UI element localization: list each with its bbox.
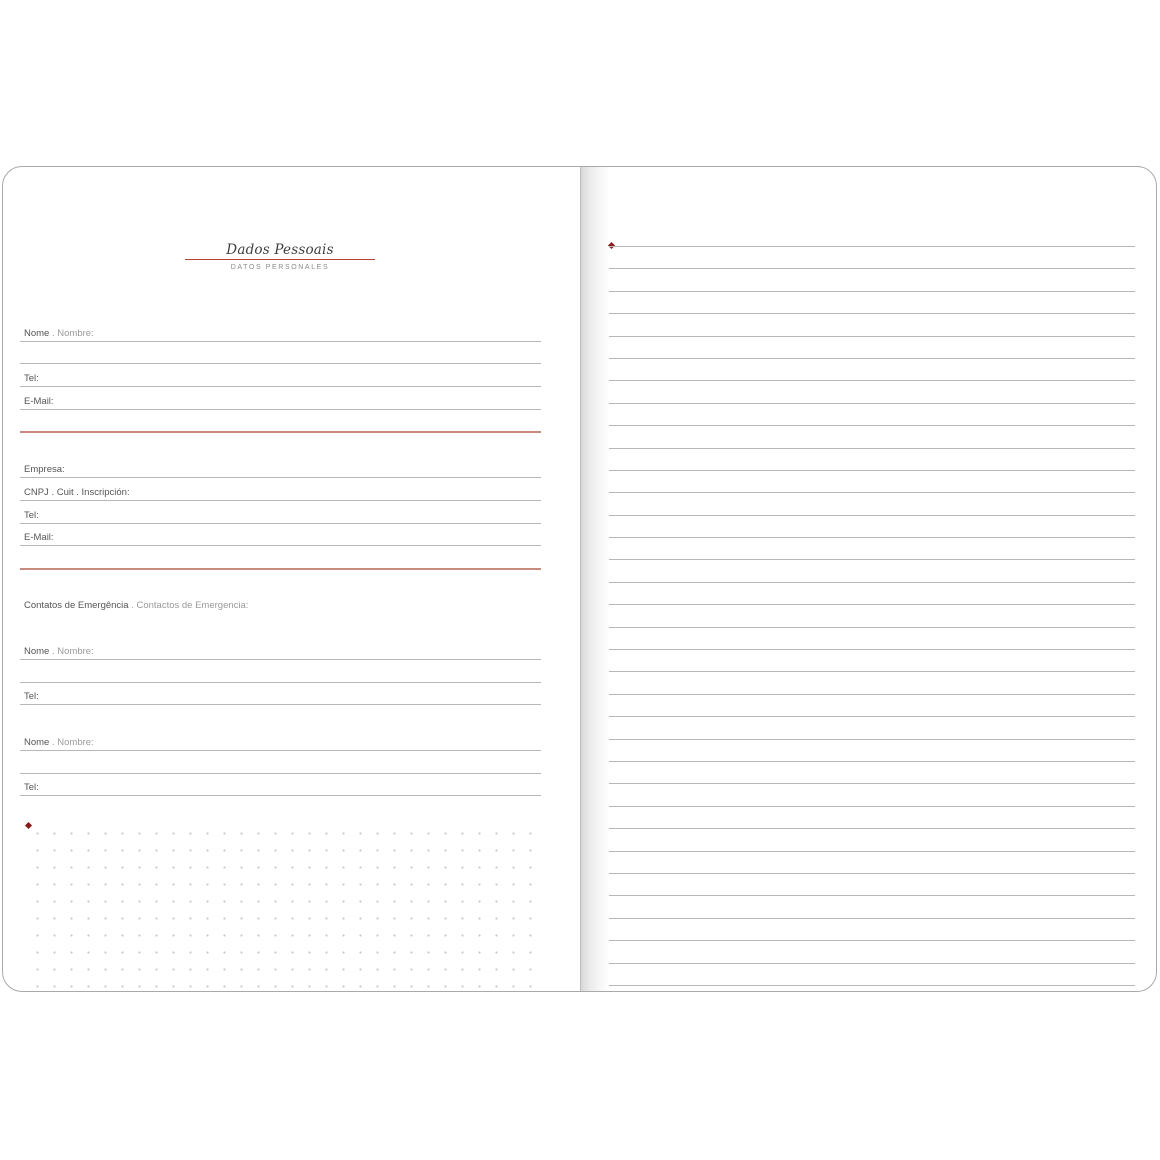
heading-title: Dados Pessoais xyxy=(226,242,334,258)
name-field[interactable] xyxy=(20,320,541,342)
name-label: Nome . Nombre: xyxy=(24,328,94,339)
ruled-line[interactable] xyxy=(609,806,1135,807)
emergency-name-label: Nome . Nombre: xyxy=(24,737,94,748)
section-divider xyxy=(20,431,541,433)
emergency-name-rule xyxy=(20,659,541,660)
ruled-lines[interactable] xyxy=(609,246,1135,992)
ruled-line[interactable] xyxy=(609,336,1135,337)
name-extra-rule[interactable] xyxy=(20,363,541,364)
company-tel-label: Tel: xyxy=(24,510,39,521)
ruled-line[interactable] xyxy=(609,828,1135,829)
ruled-line[interactable] xyxy=(609,985,1135,986)
ruled-line[interactable] xyxy=(609,895,1135,896)
ruled-line[interactable] xyxy=(609,380,1135,381)
ruled-line[interactable] xyxy=(609,246,1135,247)
company-email-rule xyxy=(20,545,541,546)
emergency-tel-field[interactable] xyxy=(20,774,541,796)
page-heading xyxy=(185,241,375,272)
company-label: Empresa: xyxy=(24,464,65,475)
ruled-line[interactable] xyxy=(609,739,1135,740)
emergency-title: Contatos de Emergência . Contactos de Emergencia: xyxy=(24,600,249,611)
emergency-name-rule xyxy=(20,750,541,751)
ruled-line[interactable] xyxy=(609,537,1135,538)
ruled-line[interactable] xyxy=(609,559,1135,560)
ruled-line[interactable] xyxy=(609,716,1135,717)
ruled-line[interactable] xyxy=(609,783,1135,784)
emergency-name-field[interactable] xyxy=(20,729,541,751)
tel-rule xyxy=(20,386,541,387)
emergency-tel-rule xyxy=(20,795,541,796)
ruled-line[interactable] xyxy=(609,268,1135,269)
emergency-tel-rule xyxy=(20,704,541,705)
ruled-line[interactable] xyxy=(609,291,1135,292)
heading-underline xyxy=(185,259,375,260)
ruled-line[interactable] xyxy=(609,918,1135,919)
emergency-name-field[interactable] xyxy=(20,638,541,660)
ruled-line[interactable] xyxy=(609,358,1135,359)
email-field[interactable] xyxy=(20,388,541,410)
emergency-tel-label: Tel: xyxy=(24,782,39,793)
ruled-line[interactable] xyxy=(609,851,1135,852)
company-email-label: E-Mail: xyxy=(24,532,54,543)
ruled-line[interactable] xyxy=(609,963,1135,964)
company-email-field[interactable] xyxy=(20,524,541,546)
ruled-line[interactable] xyxy=(609,448,1135,449)
ruled-line[interactable] xyxy=(609,627,1135,628)
ruled-line[interactable] xyxy=(609,470,1135,471)
tel-label: Tel: xyxy=(24,373,39,384)
email-label: E-Mail: xyxy=(24,396,54,407)
ruled-line[interactable] xyxy=(609,313,1135,314)
ruled-line[interactable] xyxy=(609,671,1135,672)
emergency-name-label: Nome . Nombre: xyxy=(24,646,94,657)
emergency-tel-field[interactable] xyxy=(20,683,541,705)
ruled-line[interactable] xyxy=(609,582,1135,583)
open-notebook xyxy=(2,166,1157,992)
tel-field[interactable] xyxy=(20,365,541,387)
email-rule xyxy=(20,409,541,410)
ruled-line[interactable] xyxy=(609,940,1135,941)
dot-grid[interactable] xyxy=(29,825,541,991)
name-rule xyxy=(20,341,541,342)
ruled-line[interactable] xyxy=(609,492,1135,493)
ruled-line[interactable] xyxy=(609,403,1135,404)
ruled-line[interactable] xyxy=(609,515,1135,516)
ruled-line[interactable] xyxy=(609,649,1135,650)
ruled-line[interactable] xyxy=(609,873,1135,874)
ruled-line[interactable] xyxy=(609,425,1135,426)
ruled-line[interactable] xyxy=(609,761,1135,762)
cnpj-field[interactable] xyxy=(20,479,541,501)
gutter-edge xyxy=(580,167,581,991)
cnpj-rule xyxy=(20,500,541,501)
ruled-line[interactable] xyxy=(609,694,1135,695)
page-gutter xyxy=(580,167,608,991)
company-field[interactable] xyxy=(20,456,541,478)
section-divider xyxy=(20,568,541,570)
company-tel-field[interactable] xyxy=(20,502,541,524)
company-rule xyxy=(20,477,541,478)
cnpj-label: CNPJ . Cuit . Inscripción: xyxy=(24,487,130,498)
emergency-tel-label: Tel: xyxy=(24,691,39,702)
heading-subtitle: DATOS PERSONALES xyxy=(230,264,330,271)
ruled-line[interactable] xyxy=(609,604,1135,605)
